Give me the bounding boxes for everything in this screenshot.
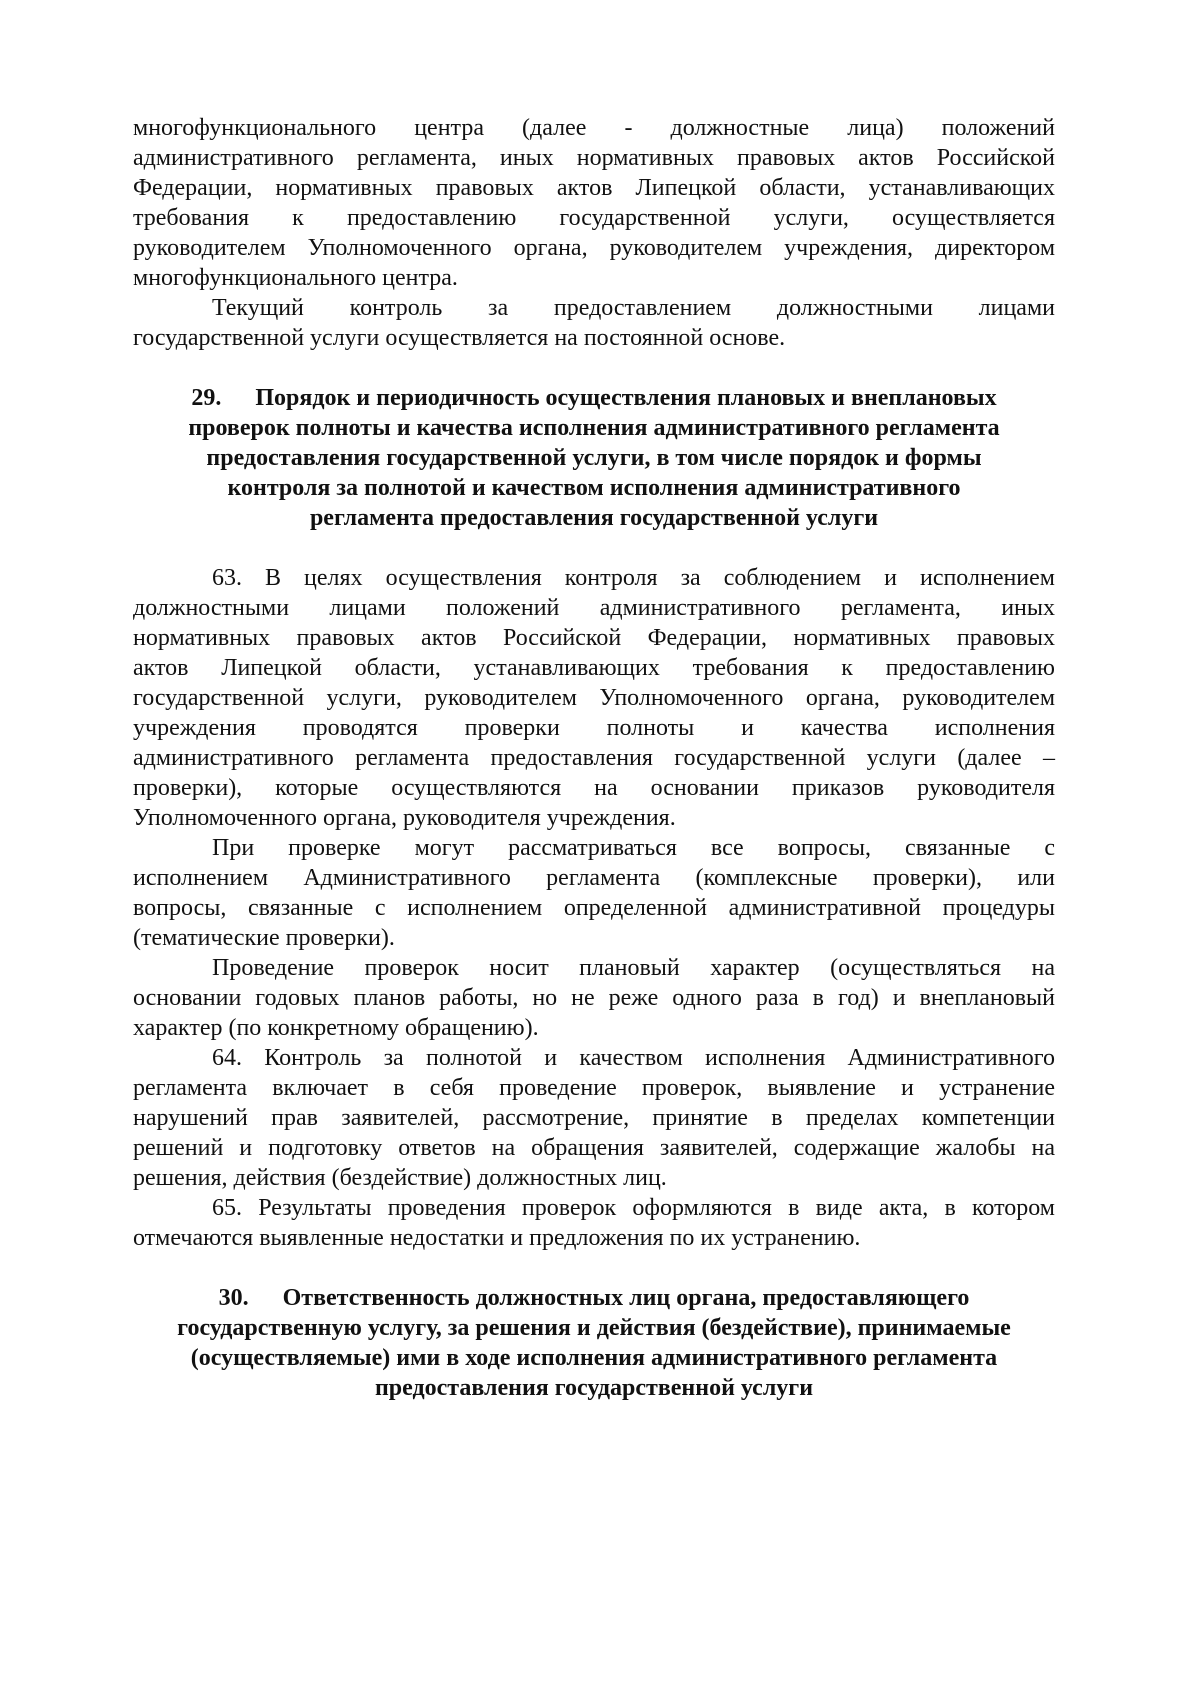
heading-line: проверок полноты и качества исполнения административного регламента: [188, 415, 1000, 441]
spacer: [133, 1253, 1055, 1283]
paragraph-item-65: [133, 1193, 1055, 1253]
text-line: регламента включает в себя проведение проверок, выявление и устранение: [133, 1075, 1055, 1101]
text-line: учреждения проводятся проверки полноты и качества исполнения: [133, 715, 1055, 741]
heading-text: Порядок и периодичность осуществления плановых и внеплановых: [255, 385, 997, 411]
text-line: руководителем Уполномоченного органа, руководителем учреждения, директором: [133, 235, 1055, 261]
text-line: исполнением Административного регламента (комплексные проверки), или: [133, 865, 1055, 891]
text-line: проверки), которые осуществляются на основании приказов руководителя: [133, 775, 1055, 801]
heading-line: предоставления государственной услуги: [374, 1375, 814, 1401]
text-line: Уполномоченного органа, руководителя учреждения.: [133, 805, 676, 831]
text-line: 64. Контроль за полнотой и качеством исполнения Административного: [212, 1045, 1055, 1071]
text-line: вопросы, связанные с исполнением определенной административной процедуры: [133, 895, 1055, 921]
text-line: государственной услуги осуществляется на постоянной основе.: [133, 325, 786, 351]
heading-text: Ответственность должностных лиц органа, предоставляющего: [282, 1285, 970, 1311]
text-line: многофункционального центра.: [133, 265, 458, 291]
text-line: нарушений прав заявителей, рассмотрение, принятие в пределах компетенции: [133, 1105, 1055, 1131]
text-line: нормативных правовых актов Российской Федерации, нормативных правовых: [133, 625, 1055, 651]
text-line: Федерации, нормативных правовых актов Липецкой области, устанавливающих: [133, 175, 1055, 201]
text-line: основании годовых планов работы, но не реже одного раза в год) и внеплановый: [133, 985, 1055, 1011]
spacer: [133, 353, 1055, 383]
text-line: 65. Результаты проведения проверок оформляются в виде акта, в котором: [212, 1195, 1055, 1221]
heading-line: [133, 383, 1055, 413]
section-number: 30.: [218, 1285, 249, 1311]
paragraph-continuation: [133, 113, 1055, 293]
heading-line: [133, 1283, 1055, 1313]
text-line: требования к предоставлению государственной услуги, осуществляется: [133, 205, 1055, 231]
heading-line: контроля за полнотой и качеством исполнения административного: [227, 475, 961, 501]
paragraph-current-control: [133, 293, 1055, 353]
text-line: 63. В целях осуществления контроля за соблюдением и исполнением: [212, 565, 1055, 591]
text-line: должностными лицами положений административного регламента, иных: [133, 595, 1055, 621]
text-line: административного регламента, иных нормативных правовых актов Российской: [133, 145, 1055, 171]
text-line: Текущий контроль за предоставлением должностными лицами: [212, 295, 1055, 321]
heading-line: регламента предоставления государственной услуги: [309, 505, 879, 531]
text-line: административного регламента предоставления государственной услуги (далее –: [133, 745, 1055, 771]
text-line: характер (по конкретному обращению).: [133, 1015, 539, 1041]
text-line: государственной услуги, руководителем Уполномоченного органа, руководителем: [133, 685, 1055, 711]
paragraph-item-64: [133, 1043, 1055, 1193]
paragraph-inspection-scope: [133, 833, 1055, 953]
spacer: [133, 533, 1055, 563]
text-line: отмечаются выявленные недостатки и предложения по их устранению.: [133, 1225, 861, 1251]
text-line: решения, действия (бездействие) должностных лиц.: [133, 1165, 667, 1191]
section-heading-29: [133, 383, 1055, 533]
text-line: решений и подготовку ответов на обращения заявителей, содержащие жалобы на: [133, 1135, 1055, 1161]
text-line: многофункционального центра (далее - должностные лица) положений: [133, 115, 1055, 141]
paragraph-item-63: [133, 563, 1055, 833]
section-number: 29.: [191, 385, 222, 411]
text-line: (тематические проверки).: [133, 925, 395, 951]
paragraph-inspection-type: [133, 953, 1055, 1043]
section-heading-30: [133, 1283, 1055, 1403]
heading-line: государственную услугу, за решения и действия (бездействие), принимаемые: [177, 1315, 1011, 1341]
text-line: Проведение проверок носит плановый характер (осуществляться на: [212, 955, 1055, 981]
text-line: актов Липецкой области, устанавливающих требования к предоставлению: [133, 655, 1055, 681]
text-line: При проверке могут рассматриваться все вопросы, связанные с: [212, 835, 1055, 861]
heading-line: предоставления государственной услуги, в том числе порядок и формы: [206, 445, 982, 471]
heading-line: (осуществляемые) ими в ходе исполнения административного регламента: [190, 1345, 998, 1371]
